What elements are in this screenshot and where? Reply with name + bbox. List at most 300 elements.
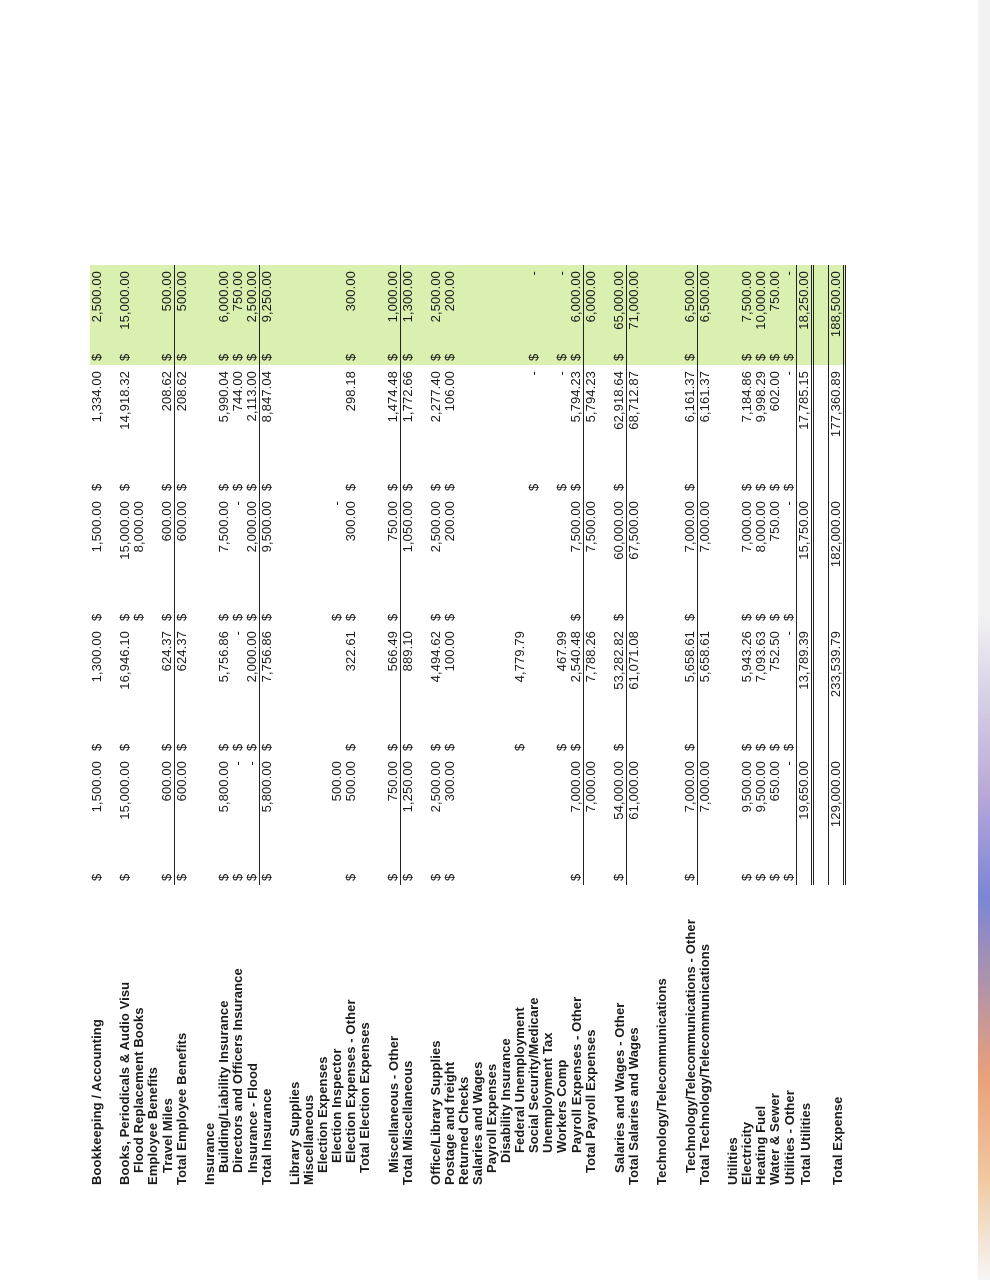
table-row (457, 265, 471, 1185)
amount-cell: - (230, 761, 245, 766)
row-label: Technology/Telecommunications (654, 978, 669, 1185)
table-row (740, 265, 754, 1185)
row-label: Employee Benefits (145, 1066, 160, 1185)
currency-symbol (669, 343, 683, 365)
currency-symbol (541, 343, 555, 365)
amount-cell: - (527, 265, 541, 343)
row-label: Total Utilities (797, 1102, 813, 1185)
currency-symbol: $ (739, 483, 754, 491)
currency-symbol (627, 733, 642, 755)
amount-cell (274, 265, 288, 343)
currency-symbol (372, 603, 386, 625)
currency-symbol (627, 473, 642, 495)
row-label: Salaries and Wages (470, 1061, 485, 1185)
amount-cell (104, 265, 118, 343)
amount-cell (358, 495, 372, 603)
currency-symbol: $ (739, 613, 754, 621)
amount-cell (288, 265, 302, 343)
amount-cell (372, 495, 386, 603)
currency-symbol (274, 343, 288, 365)
amount-cell (330, 365, 344, 473)
amount-cell: 1,300.00 (89, 631, 104, 683)
expense-report-table (90, 265, 846, 1185)
row-label: Election Inspector (329, 1048, 344, 1163)
currency-symbol (712, 733, 726, 755)
amount-cell: 6,161.37 (683, 365, 698, 473)
amount-cell: 300.00 (343, 501, 358, 542)
amount-cell (527, 755, 541, 863)
currency-symbol: $ (400, 873, 415, 881)
amount-cell: 6,500.00 (698, 265, 713, 343)
amount-cell (146, 265, 160, 343)
amount-cell (316, 625, 330, 733)
amount-cell: 7,184.86 (739, 371, 754, 423)
currency-symbol (274, 733, 288, 755)
currency-symbol (471, 473, 485, 495)
amount-cell (457, 495, 471, 603)
amount-cell: 100.00 (442, 631, 457, 672)
currency-symbol: $ (89, 483, 104, 491)
table-row (203, 265, 217, 1185)
row-label (641, 885, 655, 1185)
currency-symbol (471, 733, 485, 755)
amount-cell: 53,282.82 (612, 625, 627, 733)
currency-symbol (457, 733, 471, 755)
amount-cell (726, 625, 740, 733)
currency-symbol (288, 863, 302, 885)
currency-symbol (829, 473, 845, 495)
currency-symbol (485, 473, 499, 495)
amount-cell: 1,500.00 (89, 501, 104, 553)
amount-cell (541, 365, 555, 473)
amount-cell: - (554, 371, 569, 376)
amount-cell: 7,500.00 (583, 501, 598, 553)
amount-cell (132, 365, 146, 473)
currency-symbol (203, 863, 217, 885)
amount-cell: 750.00 (768, 265, 782, 343)
amount-cell: 8,847.04 (259, 371, 274, 423)
currency-symbol: $ (429, 343, 443, 365)
amount-cell (813, 625, 829, 733)
currency-symbol (513, 473, 527, 495)
amount-cell: 500.00 (160, 265, 175, 343)
currency-symbol (813, 603, 829, 625)
currency-symbol (555, 863, 569, 885)
amount-cell: 6,000.00 (217, 265, 231, 343)
amount-cell: 500.00 (175, 265, 190, 343)
currency-symbol: $ (442, 873, 457, 881)
currency-symbol (330, 733, 344, 755)
amount-cell (669, 755, 683, 863)
currency-symbol: $ (174, 483, 189, 491)
currency-symbol (132, 863, 146, 885)
amount-cell (726, 365, 740, 473)
currency-symbol (457, 343, 471, 365)
amount-cell: 5,658.61 (697, 631, 712, 683)
currency-symbol (813, 343, 829, 365)
spacer-row (415, 265, 429, 1185)
row-label: Bookkeeping / Accounting (89, 1019, 104, 1185)
currency-symbol: $ (612, 343, 627, 365)
currency-symbol: $ (569, 863, 584, 885)
amount-cell: 5,800.00 (216, 761, 231, 813)
amount-cell (598, 755, 612, 863)
amount-cell (655, 365, 669, 473)
row-label (813, 885, 829, 1185)
table-row (726, 265, 740, 1185)
table-row (429, 265, 443, 1185)
amount-cell (485, 755, 499, 863)
table-row (175, 265, 190, 1185)
amount-cell: 7,500.00 (216, 501, 231, 553)
currency-symbol: $ (683, 863, 698, 885)
currency-symbol: $ (428, 743, 443, 751)
amount-cell (274, 625, 288, 733)
currency-symbol: $ (216, 873, 231, 881)
amount-cell: 300.00 (442, 761, 457, 802)
currency-symbol: $ (174, 613, 189, 621)
table-row (302, 265, 316, 1185)
currency-symbol (813, 473, 829, 495)
amount-cell: 1,050.00 (400, 501, 415, 553)
currency-symbol: $ (554, 483, 569, 491)
table-row (754, 265, 768, 1185)
amount-cell (288, 755, 302, 863)
amount-cell (471, 495, 485, 603)
amount-cell (358, 365, 372, 473)
amount-cell (274, 755, 288, 863)
currency-symbol: $ (386, 343, 401, 365)
amount-cell (415, 495, 429, 603)
amount-cell (132, 265, 146, 343)
table-row (612, 265, 627, 1185)
currency-symbol (401, 603, 416, 625)
table-row (513, 265, 527, 1185)
amount-cell (316, 265, 330, 343)
amount-cell: 15,000.00 (118, 265, 132, 343)
currency-symbol: $ (117, 743, 132, 751)
row-label: Election Expenses (315, 1056, 330, 1173)
table-row (627, 265, 642, 1185)
currency-symbol (104, 343, 118, 365)
amount-cell (104, 495, 118, 603)
amount-cell: 600.00 (160, 755, 175, 863)
amount-cell: 624.37 (174, 631, 189, 672)
currency-symbol (829, 733, 845, 755)
row-label: Total Payroll Expenses (583, 1029, 598, 1173)
currency-symbol (372, 343, 386, 365)
amount-cell: 62,918.64 (612, 365, 627, 473)
table-row (569, 265, 584, 1185)
currency-symbol (499, 733, 513, 755)
currency-symbol (669, 473, 683, 495)
amount-cell (541, 265, 555, 343)
currency-symbol (471, 863, 485, 885)
currency-symbol (598, 473, 612, 495)
currency-symbol: $ (117, 613, 132, 621)
amount-cell (146, 755, 160, 863)
amount-cell (726, 265, 740, 343)
amount-cell (415, 755, 429, 863)
currency-symbol (471, 343, 485, 365)
amount-cell: 7,000.00 (697, 501, 712, 553)
table-row (829, 265, 845, 1185)
amount-cell: 8,000.00 (753, 501, 768, 553)
currency-symbol (485, 733, 499, 755)
row-label: Payroll Expenses - Other (568, 996, 584, 1153)
currency-symbol (316, 343, 330, 365)
amount-cell: 2,000.00 (245, 495, 260, 603)
currency-symbol: $ (344, 343, 358, 365)
currency-symbol: $ (569, 473, 584, 495)
row-label (104, 885, 118, 1185)
currency-symbol: $ (782, 863, 797, 885)
currency-symbol (316, 863, 330, 885)
currency-symbol: $ (782, 603, 797, 625)
amount-cell (712, 495, 726, 603)
amount-cell (669, 495, 683, 603)
currency-symbol: $ (754, 343, 768, 365)
row-label: Books, Periodicals & Audio Visu (117, 981, 132, 1185)
amount-cell (189, 755, 203, 863)
currency-symbol (726, 473, 740, 495)
row-label: Travel Miles (159, 1098, 175, 1173)
amount-cell (726, 755, 740, 863)
currency-symbol (541, 473, 555, 495)
currency-symbol (372, 863, 386, 885)
currency-symbol (146, 733, 160, 755)
currency-symbol: $ (174, 743, 189, 751)
currency-symbol: $ (216, 483, 231, 491)
currency-symbol (499, 343, 513, 365)
table-row (330, 265, 344, 1185)
amount-cell (598, 625, 612, 733)
currency-symbol (358, 863, 372, 885)
currency-symbol (584, 603, 599, 625)
amount-cell: - (230, 631, 245, 636)
currency-symbol (132, 473, 146, 495)
currency-symbol (527, 603, 541, 625)
currency-symbol (499, 603, 513, 625)
currency-symbol (712, 343, 726, 365)
amount-cell: 1,500.00 (89, 761, 104, 813)
currency-symbol: $ (683, 343, 698, 365)
currency-symbol (641, 863, 655, 885)
amount-cell: 2,500.00 (90, 265, 104, 343)
amount-cell (288, 625, 302, 733)
currency-symbol: $ (400, 743, 415, 751)
amount-cell (288, 365, 302, 473)
row-label (274, 885, 288, 1185)
currency-symbol: $ (245, 603, 260, 625)
table-row (782, 265, 797, 1185)
currency-symbol (415, 603, 429, 625)
currency-symbol (829, 343, 845, 365)
row-label: Insurance (202, 1122, 217, 1185)
currency-symbol (146, 473, 160, 495)
currency-symbol: $ (160, 343, 175, 365)
amount-cell: 9,500.00 (739, 761, 754, 813)
amount-cell (104, 365, 118, 473)
currency-symbol (104, 733, 118, 755)
currency-symbol: $ (442, 613, 457, 621)
amount-cell (641, 265, 655, 343)
amount-cell (669, 625, 683, 733)
amount-cell: 322.61 (343, 631, 358, 672)
currency-symbol: $ (683, 473, 698, 495)
currency-symbol: $ (428, 873, 443, 881)
currency-symbol (302, 863, 316, 885)
currency-symbol (584, 863, 599, 885)
currency-symbol (655, 473, 669, 495)
currency-symbol (598, 733, 612, 755)
currency-symbol (797, 863, 813, 885)
amount-cell: 2,277.40 (428, 371, 443, 423)
currency-symbol: $ (89, 613, 104, 621)
row-label: Office/Library Supplies (428, 1040, 443, 1185)
amount-cell (132, 625, 146, 733)
amount-cell (457, 265, 471, 343)
amount-cell: 61,000.00 (626, 761, 641, 820)
currency-symbol (330, 473, 344, 495)
amount-cell (316, 365, 330, 473)
currency-symbol: $ (230, 613, 245, 621)
amount-cell (189, 625, 203, 733)
currency-symbol: $ (400, 483, 415, 491)
currency-symbol: $ (512, 743, 527, 751)
currency-symbol: $ (131, 613, 146, 621)
amount-cell: 2,500.00 (428, 501, 443, 553)
amount-cell: 7,000.00 (739, 501, 754, 553)
currency-symbol (485, 343, 499, 365)
currency-symbol (829, 863, 845, 885)
row-label: Directors and Officers Insurance (230, 968, 245, 1173)
amount-cell (146, 365, 160, 473)
currency-symbol (513, 343, 527, 365)
amount-cell: - (329, 501, 344, 506)
amount-cell (372, 365, 386, 473)
amount-cell: 5,756.86 (216, 631, 231, 683)
amount-cell: 5,943.26 (739, 631, 754, 683)
currency-symbol: $ (245, 473, 260, 495)
amount-cell (541, 625, 555, 733)
amount-cell (499, 625, 513, 733)
currency-symbol (829, 603, 845, 625)
currency-symbol (584, 733, 599, 755)
currency-symbol: $ (683, 603, 698, 625)
currency-symbol (527, 863, 541, 885)
amount-cell: - (782, 625, 797, 733)
currency-symbol: $ (259, 743, 274, 751)
currency-symbol (203, 733, 217, 755)
amount-cell: 7,500.00 (569, 495, 584, 603)
currency-symbol (669, 863, 683, 885)
row-label (189, 885, 203, 1185)
amount-cell (189, 265, 203, 343)
currency-symbol (698, 343, 713, 365)
currency-symbol (415, 343, 429, 365)
amount-cell: 600.00 (174, 501, 189, 542)
currency-symbol (302, 603, 316, 625)
row-label: Federal Unemployment (512, 1007, 527, 1153)
amount-cell: 4,779.79 (512, 631, 527, 683)
currency-symbol (330, 863, 344, 885)
amount-cell (655, 755, 669, 863)
currency-symbol: $ (739, 743, 754, 751)
amount-cell (104, 755, 118, 863)
amount-cell: 7,500.00 (740, 265, 754, 343)
amount-cell (274, 495, 288, 603)
currency-symbol (641, 603, 655, 625)
amount-cell (641, 495, 655, 603)
amount-cell: 750.00 (386, 755, 401, 863)
currency-symbol (627, 603, 642, 625)
currency-symbol: $ (175, 343, 190, 365)
currency-symbol (372, 733, 386, 755)
amount-cell: 54,000.00 (612, 755, 627, 863)
currency-symbol (274, 863, 288, 885)
amount-cell (471, 365, 485, 473)
amount-cell (471, 755, 485, 863)
amount-cell: 1,772.66 (400, 371, 415, 423)
amount-cell: 9,500.00 (753, 761, 768, 813)
amount-cell: 5,794.23 (569, 365, 584, 473)
currency-symbol (288, 603, 302, 625)
amount-cell (415, 265, 429, 343)
currency-symbol (555, 603, 569, 625)
row-label (598, 885, 612, 1185)
amount-cell: 7,756.86 (259, 631, 274, 683)
amount-cell: 1,334.00 (89, 371, 104, 423)
table-row (245, 265, 260, 1185)
amount-cell: 188,500.00 (829, 265, 845, 343)
amount-cell: 2,540.48 (569, 625, 584, 733)
currency-symbol: $ (160, 863, 175, 885)
amount-cell (712, 365, 726, 473)
spacer-row (813, 265, 829, 1185)
currency-symbol (541, 603, 555, 625)
currency-symbol (189, 733, 203, 755)
amount-cell (655, 265, 669, 343)
amount-cell (655, 625, 669, 733)
table-row (797, 265, 813, 1185)
spacer-row (669, 265, 683, 1185)
currency-symbol (797, 733, 813, 755)
currency-symbol: $ (89, 873, 104, 881)
spacer-row (274, 265, 288, 1185)
amount-cell: 233,539.79 (829, 625, 845, 733)
row-label: Building/Liability Insurance (216, 1000, 231, 1173)
currency-symbol: $ (768, 343, 782, 365)
currency-symbol (330, 343, 344, 365)
currency-symbol (527, 733, 541, 755)
currency-symbol: $ (259, 613, 274, 621)
currency-symbol (627, 863, 642, 885)
currency-symbol (189, 343, 203, 365)
table-row (443, 265, 457, 1185)
currency-symbol (698, 733, 713, 755)
amount-cell: 200.00 (443, 265, 457, 343)
amount-cell (316, 495, 330, 603)
amount-cell (513, 365, 527, 473)
currency-symbol: $ (343, 483, 358, 491)
table-row (541, 265, 555, 1185)
amount-cell (203, 265, 217, 343)
currency-symbol (598, 343, 612, 365)
currency-symbol (358, 473, 372, 495)
currency-symbol: $ (160, 733, 175, 755)
table-row (768, 265, 782, 1185)
